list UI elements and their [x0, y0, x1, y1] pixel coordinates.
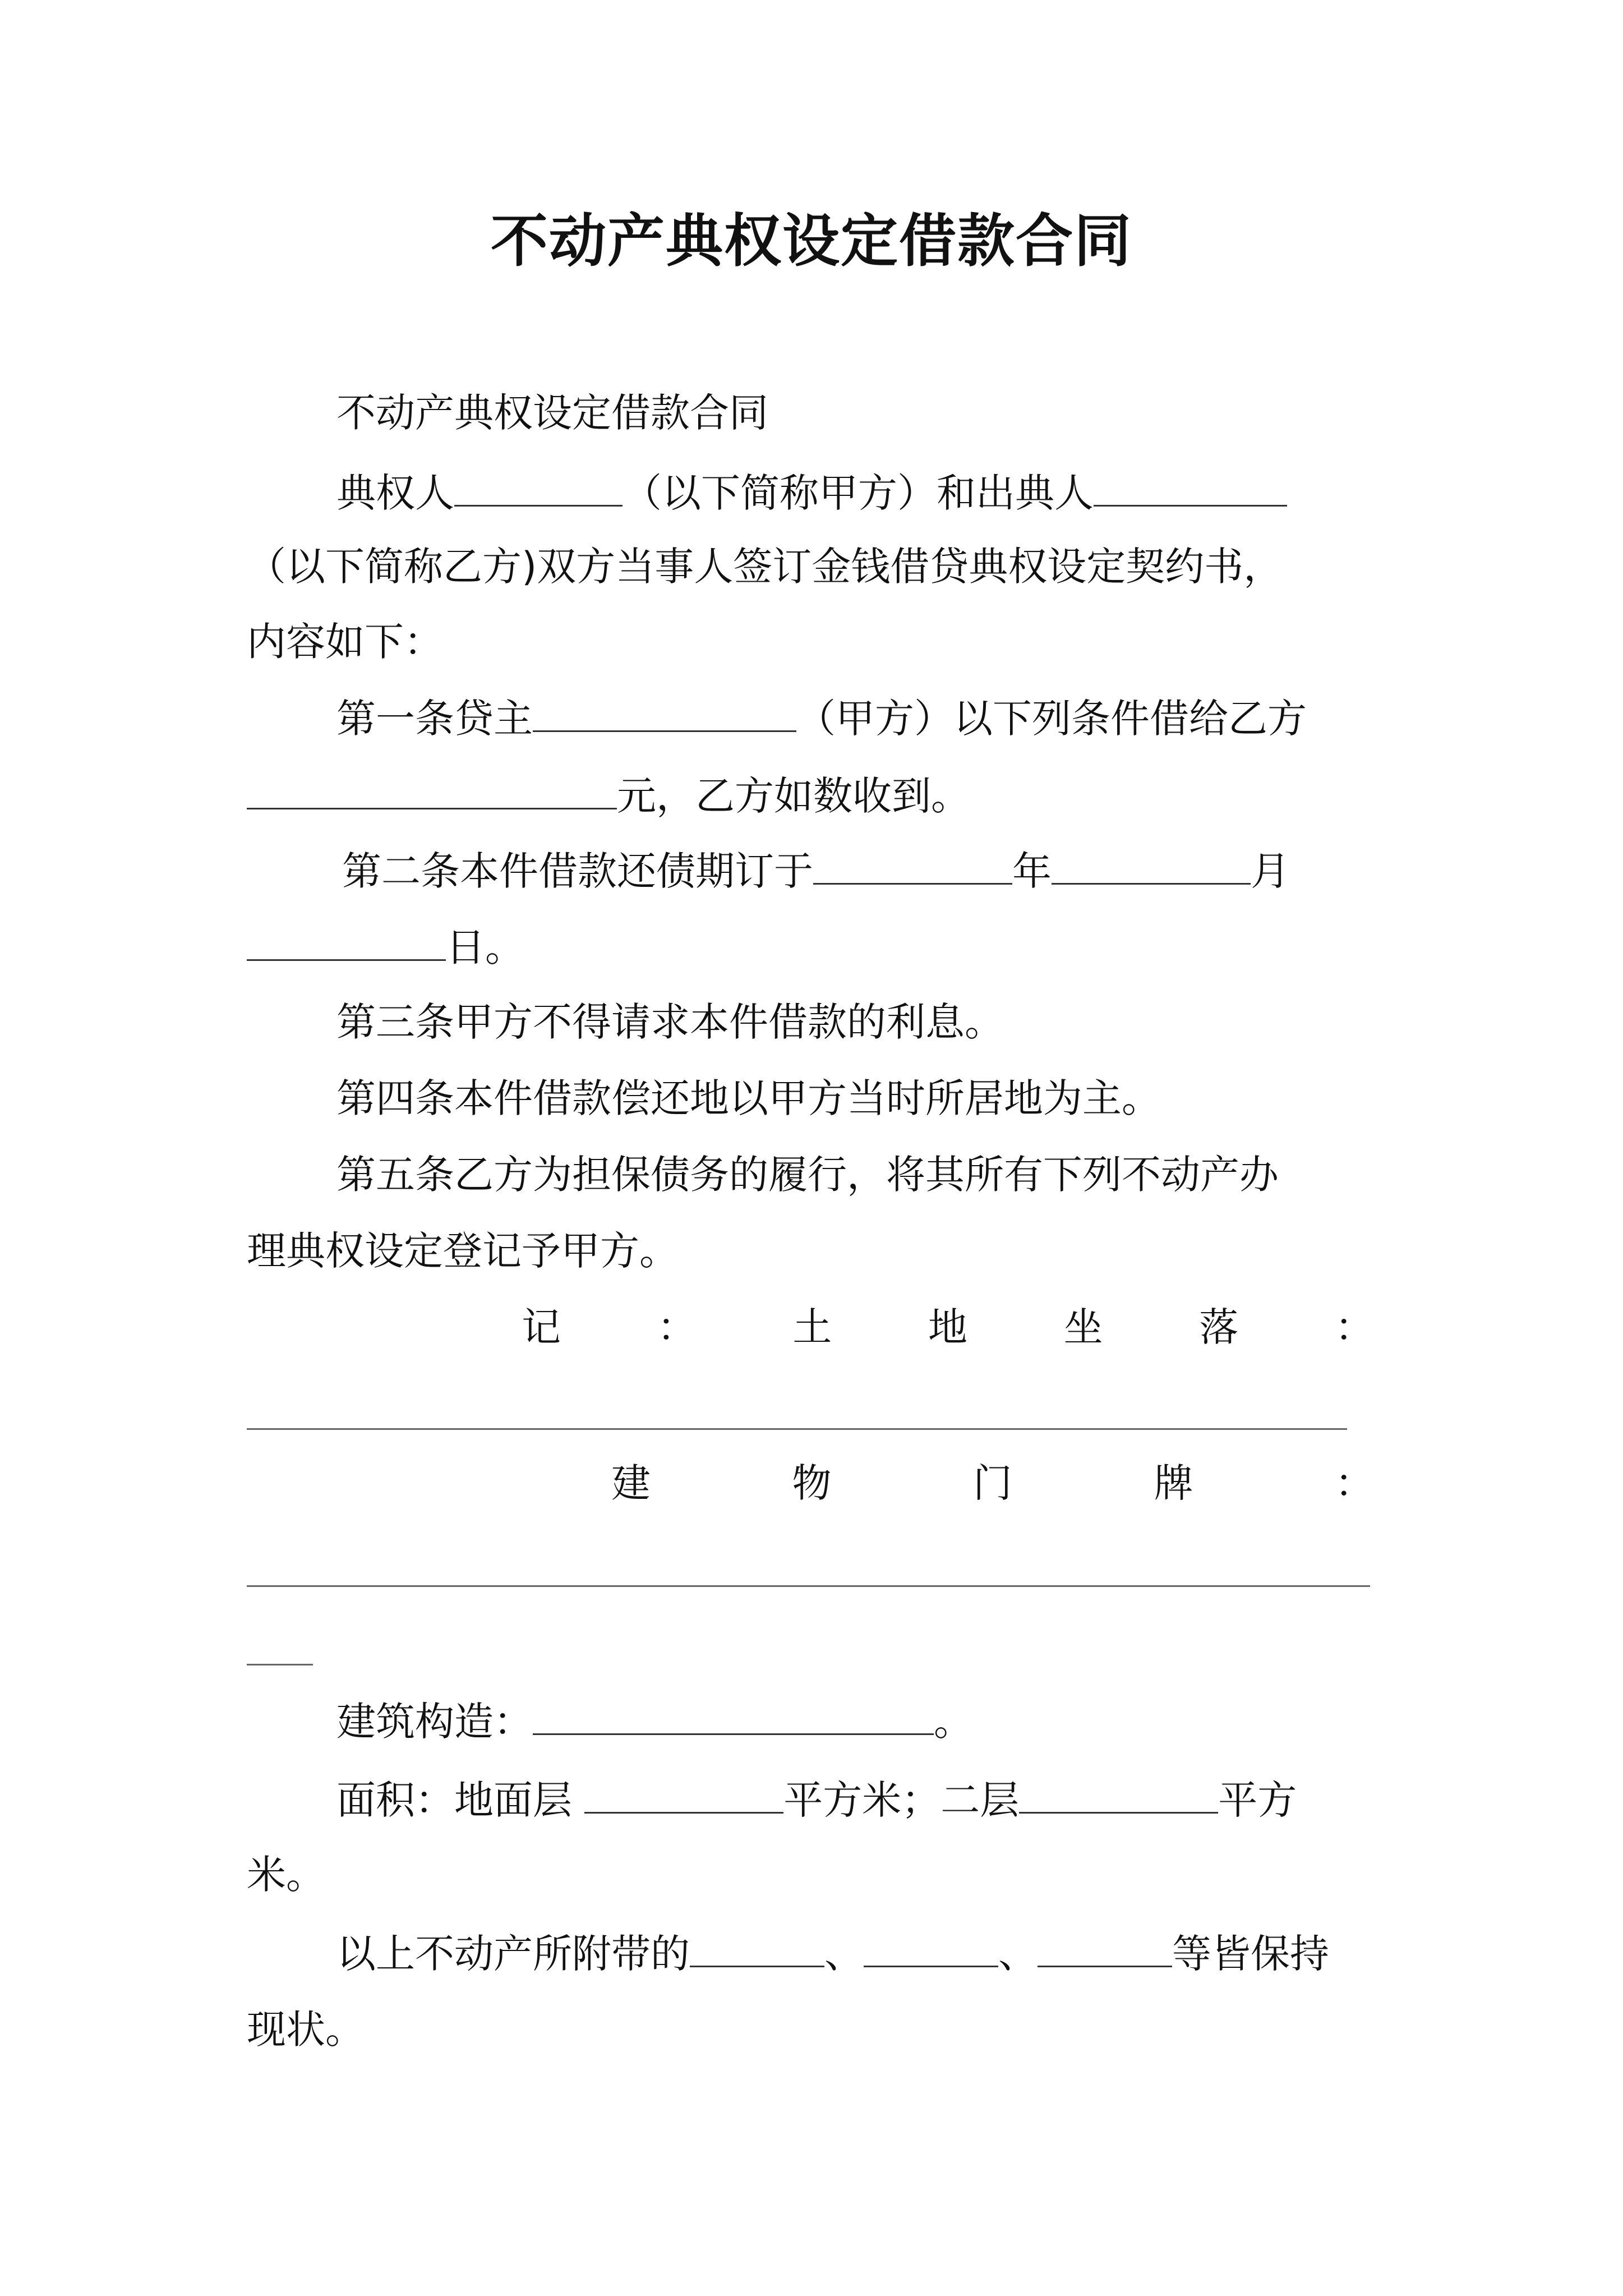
area-line [336, 1770, 1297, 1826]
land-char-4: 地 [928, 1304, 967, 1350]
article-5-line-1: 第五条乙方为担保债务的履行，将其所有下列不动产办 [336, 1152, 1279, 1198]
article-1-line-2 [247, 766, 970, 822]
land-char-1: 记 [522, 1304, 561, 1350]
separator-2: 、 [998, 1931, 1038, 1977]
article-1-text: （甲方）以下列条件借给乙方 [796, 696, 1307, 742]
attachments-label: 以上不动产所附带的 [336, 1931, 690, 1977]
label-mortgagee: 典权人 [336, 470, 454, 516]
blank-lender [533, 689, 796, 732]
blank-construction [533, 1692, 934, 1735]
land-char-7: ： [1334, 1304, 1374, 1350]
blank-attachment-3 [1038, 1924, 1172, 1967]
blank-second-floor-area [1019, 1770, 1218, 1814]
area-unit: 平方 [1218, 1777, 1297, 1823]
blank-mortgagee [454, 463, 623, 507]
blank-mortgagor [1094, 463, 1287, 507]
blank-loan-amount [247, 766, 617, 809]
article-3: 第三条甲方不得请求本件借款的利息。 [336, 999, 1004, 1045]
attachments-line-2: 现状。 [247, 2007, 365, 2053]
area-line-2: 米。 [247, 1852, 325, 1898]
separator-1: 、 [824, 1931, 864, 1977]
building-number-line [611, 1455, 1374, 1511]
content-intro: 内容如下： [247, 619, 443, 665]
article-4: 第四条本件借款偿还地以甲方当时所居地为主。 [336, 1075, 1161, 1121]
building-char-2: 物 [792, 1460, 832, 1506]
parties-line-2: （以下简称乙方)双方当事人签订金钱借贷典权设定契约书， [247, 544, 1283, 590]
blank-day [247, 918, 446, 961]
blank-land-location [247, 1428, 1347, 1430]
article-1-label: 第一条贷主 [336, 696, 533, 742]
parties-line [336, 463, 1287, 519]
land-char-3: 土 [792, 1304, 832, 1350]
label-parties-middle: （以下简称甲方）和出典人 [623, 470, 1094, 516]
article-5-line-2: 理典权设定登记予甲方。 [247, 1228, 679, 1274]
construction-label: 建筑构造： [336, 1699, 533, 1745]
construction-line [336, 1692, 973, 1748]
blank-ground-floor-area [584, 1770, 783, 1814]
article-2-line-2 [247, 918, 524, 974]
attachments-line [336, 1924, 1329, 1980]
blank-attachment-1 [690, 1924, 824, 1967]
building-char-1: 建 [611, 1460, 651, 1506]
article-2-label: 第二条本件借款还债期订于 [342, 848, 813, 894]
land-location-line [522, 1299, 1374, 1355]
construction-end: 。 [934, 1699, 973, 1745]
area-mid: 平方米；二层 [783, 1777, 1020, 1823]
article-1-line-1 [336, 689, 1307, 745]
building-char-4: 牌 [1154, 1460, 1193, 1506]
building-char-5: ： [1335, 1460, 1374, 1506]
building-char-3: 门 [973, 1460, 1012, 1506]
land-char-6: 落 [1199, 1304, 1239, 1350]
blank-attachment-2 [864, 1924, 998, 1967]
label-month: 月 [1251, 848, 1290, 894]
article-1-text-2: 元，乙方如数收到。 [617, 773, 970, 819]
document-title: 不动产典权设定借款合同 [491, 208, 1132, 275]
land-char-5: 坐 [1063, 1304, 1103, 1350]
label-day: 日。 [446, 924, 524, 970]
blank-building-number-cont [247, 1664, 313, 1665]
attachments-text: 等皆保持 [1172, 1931, 1329, 1977]
intro-heading: 不动产典权设定借款合同 [336, 390, 768, 436]
land-char-2: ： [657, 1304, 697, 1350]
area-label: 面积：地面层 [336, 1777, 585, 1823]
blank-year [813, 841, 1012, 885]
label-year: 年 [1012, 848, 1052, 894]
article-2-line-1 [342, 841, 1290, 898]
blank-month [1052, 841, 1251, 885]
blank-building-number [247, 1585, 1370, 1587]
